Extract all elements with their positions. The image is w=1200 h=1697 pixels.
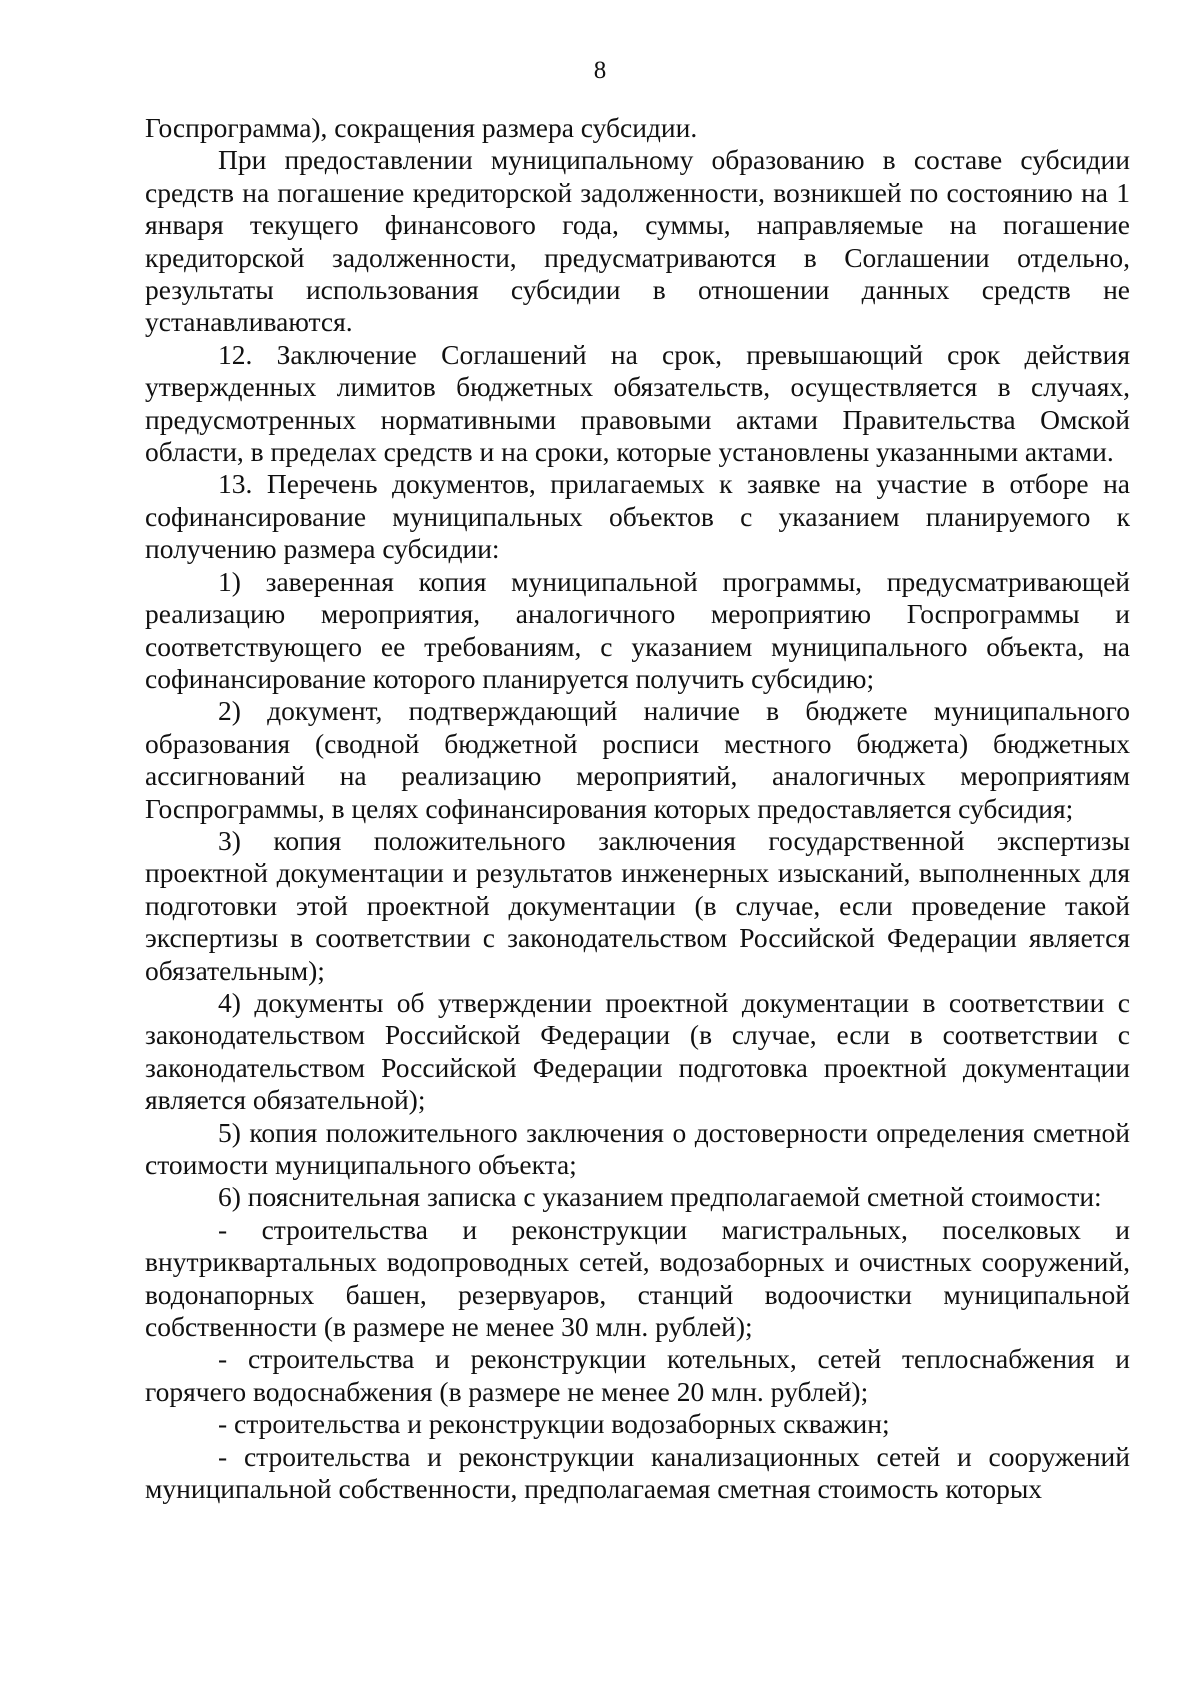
list-item-2: 2) документ, подтверждающий наличие в бюджете муниципального образования (сводной бюджетной росписи местного бюджета) бюджетных ассигнований на реализацию мероприятий, аналогичных мероприятиям Госпрограммы, в целях софинансирования которых предоставляется субсидия; — [145, 695, 1130, 824]
dash-item-sewerage: - строительства и реконструкции канализационных сетей и сооружений муниципальной собственности, предполагаемая сметная стоимость которых — [145, 1440, 1130, 1505]
dash-item-wells: - строительства и реконструкции водозаборных скважин; — [218, 1408, 890, 1440]
dash-item-heating: - строительства и реконструкции котельных, сетей теплоснабжения и горячего водоснабжения (в размере не менее 20 млн. рублей); — [145, 1343, 1130, 1407]
paragraph-creditor-debt: При предоставлении муниципальному образованию в составе субсидии средств на погашение кредиторской задолженности, возникшей по состоянию на 1 января текущего финансового года, суммы, направляемые на погашение кредиторской задолженности, предусматриваются в Соглашении отдельно, результаты использования субсидии в отношении данных средств не устанавливаются. — [145, 144, 1130, 338]
paragraph-item-12: 12. Заключение Соглашений на срок, превышающий срок действия утвержденных лимитов бюджетных обязательств, осуществляется в случаях, предусмотренных нормативными правовыми актами Правительства Омской области, в пределах средств и на сроки, которые установлены указанными актами. — [145, 338, 1130, 468]
list-item-5: 5) копия положительного заключения о достоверности определения сметной стоимости муниципального объекта; — [145, 1116, 1130, 1180]
dash-item-water-supply: - строительства и реконструкции магистральных, поселковых и внутриквартальных водопроводных сетей, водозаборных и очистных сооружений, водонапорных башен, резервуаров, станций водоочистки муниципальной собственности (в размере не менее 30 млн. рублей); — [145, 1213, 1130, 1343]
list-item-4: 4) документы об утверждении проектной документации в соответствии с законодательством Российской Федерации (в случае, если в соответствии с законодательством Российской Федерации подготовка проектной документации является обязательной); — [145, 986, 1130, 1116]
list-item-1: 1) заверенная копия муниципальной программы, предусматривающей реализацию мероприятия, аналогичного мероприятию Госпрограммы и соответствующего ее требованиям, с указанием муниципального объекта, на софинансирование которого планируется получить субсидию; — [145, 565, 1130, 694]
document-body — [145, 112, 1130, 1505]
list-item-6: 6) пояснительная записка с указанием предполагаемой сметной стоимости: — [218, 1181, 1102, 1213]
page-number: 8 — [593, 57, 607, 84]
list-item-3: 3) копия положительного заключения государственной экспертизы проектной документации и результатов инженерных изысканий, выполненных для подготовки этой проектной документации (в случае, если проведение такой экспертизы в соответствии с законодательством Российской Федерации является обязательным); — [145, 824, 1130, 986]
paragraph-item-13: 13. Перечень документов, прилагаемых к заявке на участие в отборе на софинансирование муниципальных объектов с указанием планируемого к получению размера субсидии: — [145, 468, 1130, 565]
paragraph-continuation: Госпрограмма), сокращения размера субсидии. — [145, 112, 698, 143]
